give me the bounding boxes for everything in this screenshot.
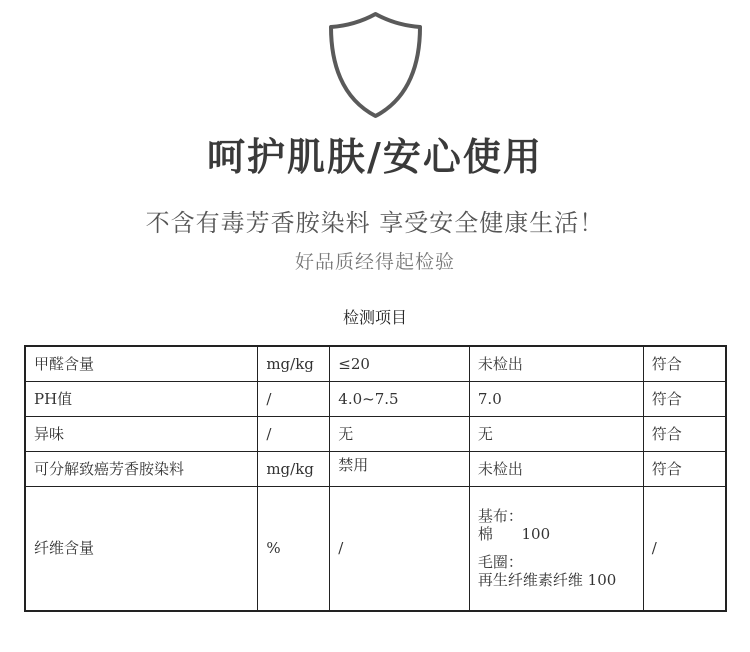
verdict-cell: / bbox=[643, 486, 726, 611]
table-caption: 检测项目 bbox=[342, 308, 407, 327]
limit-cell: ≤20 bbox=[330, 346, 470, 381]
unit-cell: mg/kg bbox=[258, 451, 330, 486]
item-cell: PH值 bbox=[25, 381, 258, 416]
unit-cell: / bbox=[258, 381, 330, 416]
verdict-cell: 符合 bbox=[643, 346, 726, 381]
shield-icon bbox=[328, 10, 423, 120]
tagline: 好品质经得起检验 bbox=[294, 251, 455, 273]
item-cell: 甲醛含量 bbox=[25, 346, 258, 381]
table-row bbox=[25, 381, 726, 416]
verdict-cell: 符合 bbox=[643, 416, 726, 451]
result-cell: 未检出 bbox=[469, 451, 643, 486]
table-row bbox=[25, 416, 726, 451]
limit-cell: 4.0~7.5 bbox=[330, 381, 470, 416]
fiber-loop-value: 再生纤维素纤维 100 bbox=[477, 571, 617, 590]
result-cell bbox=[469, 486, 643, 611]
unit-cell: mg/kg bbox=[258, 346, 330, 381]
inspection-table bbox=[24, 345, 727, 612]
fiber-loop-label: 毛圈： bbox=[477, 553, 523, 572]
limit-cell: 无 bbox=[330, 416, 470, 451]
unit-cell: / bbox=[258, 416, 330, 451]
item-cell: 可分解致癌芳香胺染料 bbox=[25, 451, 258, 486]
item-cell: 异味 bbox=[25, 416, 258, 451]
result-cell: 未检出 bbox=[469, 346, 643, 381]
table-row bbox=[25, 346, 726, 381]
table-row bbox=[25, 486, 726, 611]
limit-cell: 禁用 bbox=[330, 451, 470, 486]
table-row bbox=[25, 451, 726, 486]
verdict-cell: 符合 bbox=[643, 451, 726, 486]
item-cell: 纤维含量 bbox=[25, 486, 258, 611]
headline: 呵护肌肤/安心使用 bbox=[207, 135, 543, 179]
limit-cell: / bbox=[330, 486, 470, 611]
subline: 不含有毒芳香胺染料 享受安全健康生活！ bbox=[145, 209, 605, 237]
fiber-base-label: 基布： bbox=[477, 507, 523, 526]
unit-cell: % bbox=[258, 486, 330, 611]
result-cell: 7.0 bbox=[469, 381, 643, 416]
result-cell: 无 bbox=[469, 416, 643, 451]
fiber-base-value: 棉 100 bbox=[477, 525, 551, 544]
verdict-cell: 符合 bbox=[643, 381, 726, 416]
